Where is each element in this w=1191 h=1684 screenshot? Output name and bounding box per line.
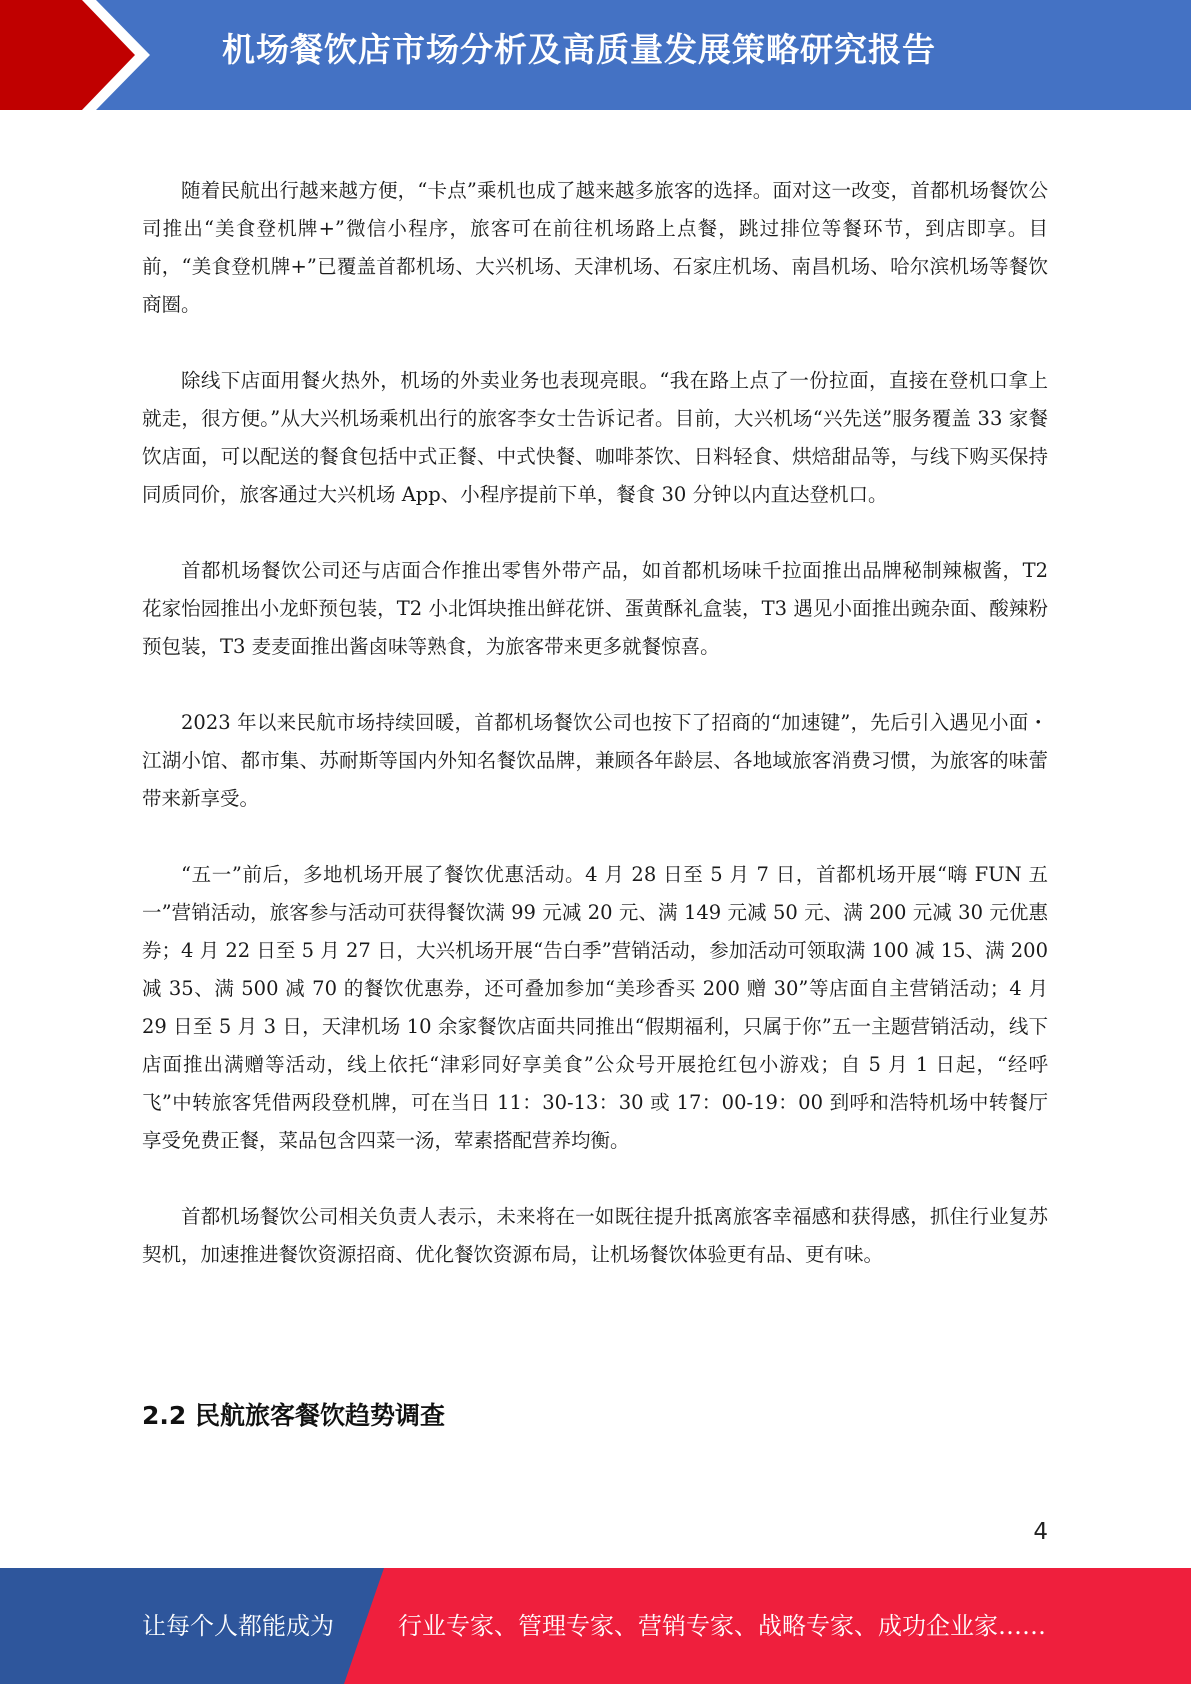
paragraph: 除线下店面用餐火热外，机场的外卖业务也表现亮眼。“我在路上点了一份拉面，直接在登机口拿上就走，很方便。”从大兴机场乘机出行的旅客李女士告诉记者。目前，大兴机场“兴先送”服务覆盖 33 家餐饮店面，可以配送的餐食包括中式正餐、中式快餐、咖啡茶饮、日料轻食、烘焙甜品等，与线下购买保持同质同价，旅客通过大兴机场 App、小程序提前下单，餐食 30 分钟以内直达登机口。 [142,369,1048,506]
page-footer [0,1568,1191,1684]
page-header [0,0,1191,110]
paragraph: 首都机场餐饮公司还与店面合作推出零售外带产品，如首都机场味千拉面推出品牌秘制辣椒酱，T2 花家怡园推出小龙虾预包装，T2 小北饵块推出鲜花饼、蛋黄酥礼盒装，T3 遇见小面推出豌杂面、酸辣粉预包装，T3 麦麦面推出酱卤味等熟食，为旅客带来更多就餐惊喜。 [142,559,1048,658]
report-title: 机场餐饮店市场分析及高质量发展策略研究报告 [222,30,936,69]
header-chevron-decoration [0,0,160,110]
paragraph: 随着民航出行越来越方便，“卡点”乘机也成了越来越多旅客的选择。面对这一改变，首都机场餐饮公司推出“美食登机牌+”微信小程序，旅客可在前往机场路上点餐，跳过排位等餐环节，到店即享。目前，“美食登机牌+”已覆盖首都机场、大兴机场、天津机场、石家庄机场、南昌机场、哈尔滨机场等餐饮商圈。 [142,179,1048,316]
section-heading: 2.2 民航旅客餐饮趋势调查 [142,1401,445,1430]
page-number: 4 [1033,1519,1048,1545]
footer-slogan-right: 行业专家、管理专家、营销专家、战略专家、成功企业家…… [398,1612,1046,1640]
paragraph: 首都机场餐饮公司相关负责人表示，未来将在一如既往提升抵离旅客幸福感和获得感，抓住行业复苏契机，加速推进餐饮资源招商、优化餐饮资源布局，让机场餐饮体验更有品、更有味。 [142,1205,1048,1266]
footer-slogan-left: 让每个人都能成为 [142,1612,334,1640]
paragraph: 2023 年以来民航市场持续回暖，首都机场餐饮公司也按下了招商的“加速键”，先后引入遇见小面・江湖小馆、都市集、苏耐斯等国内外知名餐饮品牌，兼顾各年龄层、各地域旅客消费习惯，为旅客的味蕾带来新享受。 [142,711,1048,810]
document-body [142,172,1048,1312]
paragraph: “五一”前后，多地机场开展了餐饮优惠活动。4 月 28 日至 5 月 7 日，首都机场开展“嗨 FUN 五一”营销活动，旅客参与活动可获得餐饮满 99 元减 20 元、满 149 元减 50 元、满 200 元减 30 元优惠券；4 月 22 日至 5 月 27 日，大兴机场开展“告白季”营销活动，参加活动可领取满 100 减 15、满 200 减 35、满 500 减 70 的餐饮优惠券，还可叠加参加“美珍香买 200 赠 30”等店面自主营销活动；4 月 29 日至 5 月 3 日，天津机场 10 余家餐饮店面共同推出“假期福利，只属于你”五一主题营销活动，线下店面推出满赠等活动，线上依托“津彩同好享美食”公众号开展抢红包小游戏；自 5 月 1 日起，“经呼飞”中转旅客凭借两段登机牌，可在当日 11：30-13：30 或 17：00-19：00 到呼和浩特机场中转餐厅享受免费正餐，菜品包含四菜一汤，荤素搭配营养均衡。 [142,863,1048,1152]
